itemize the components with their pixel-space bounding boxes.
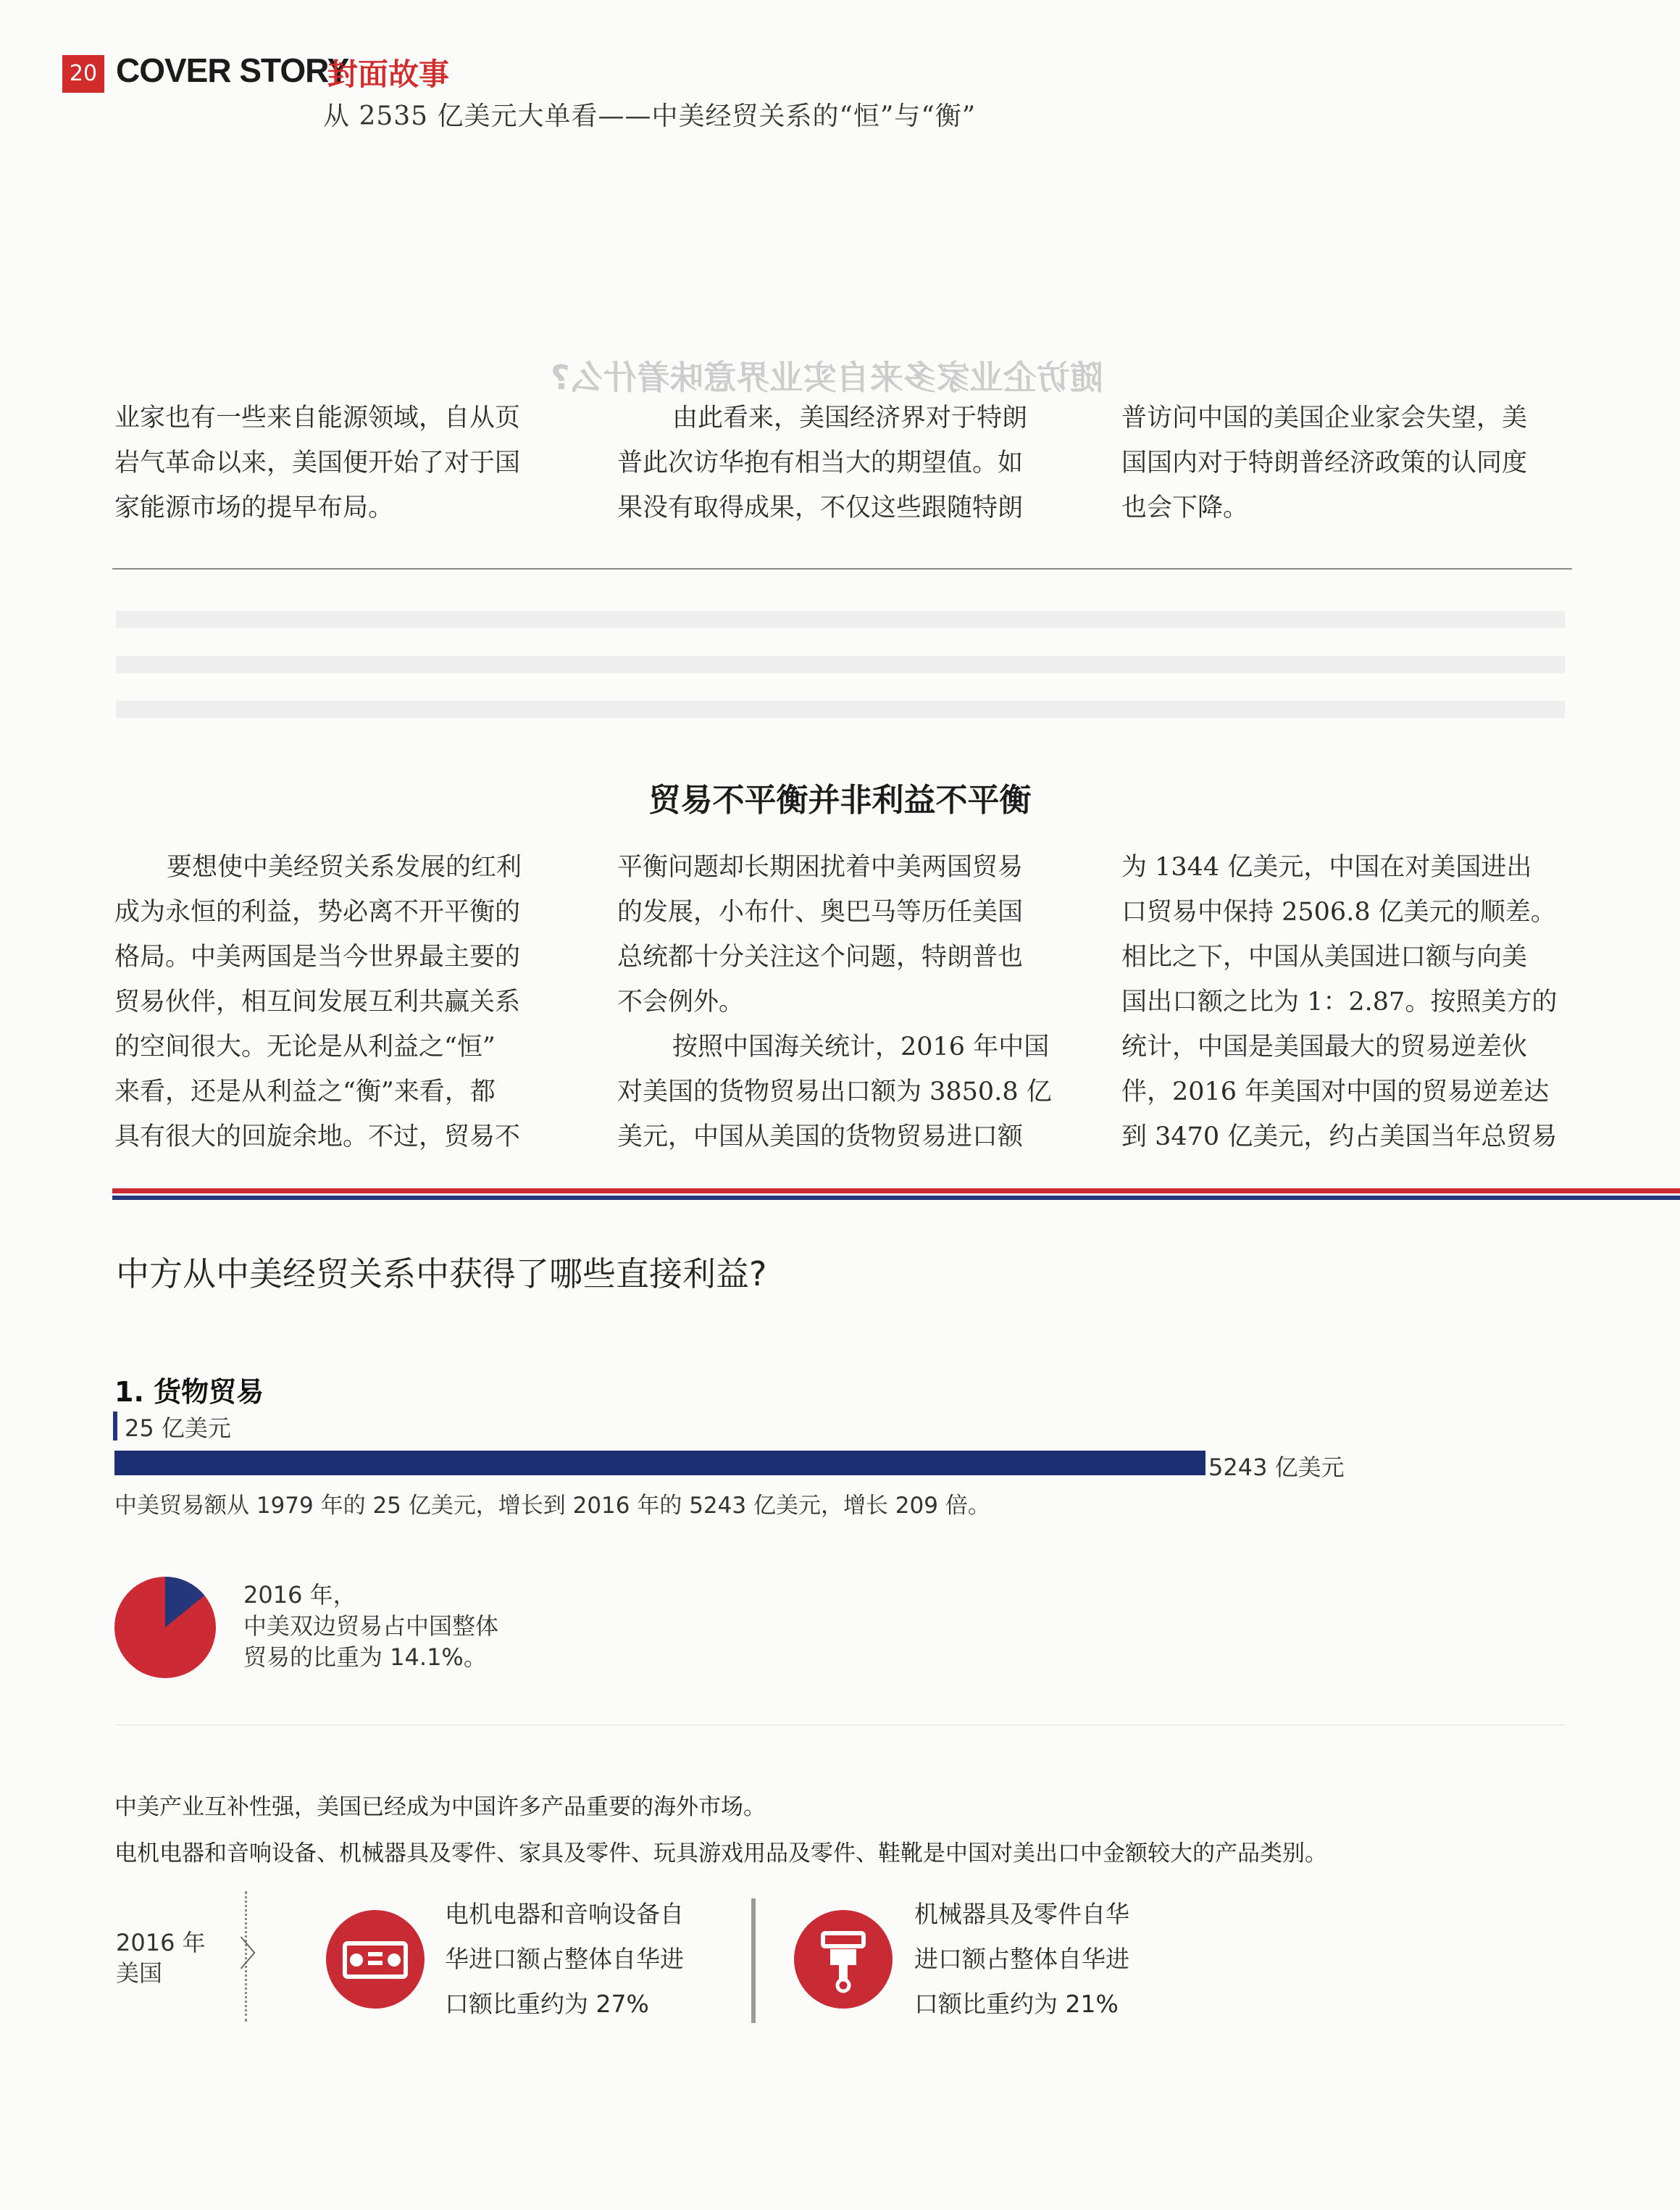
infographic-rule-red — [112, 1188, 1680, 1193]
machinery-part-icon — [794, 1910, 893, 2009]
mid-column-2 — [617, 845, 1081, 1159]
text-line: 总统都十分关注这个问题，特朗普也 — [617, 943, 1024, 972]
text-line: 相比之下，中国从美国进口额与向美 — [1121, 943, 1528, 972]
text-line: 要想使中美经贸关系发展的红利 — [167, 853, 522, 882]
top-column-2 — [617, 396, 1081, 530]
section-label-en: COVER STORY — [116, 51, 349, 89]
pie-caption-line: 贸易的比重为 14.1%。 — [243, 1643, 487, 1671]
bar-2016 — [114, 1451, 1205, 1475]
stat-line: 口额比重约为 21% — [914, 1990, 1119, 2018]
section-label-cn: 封面故事 — [327, 57, 450, 92]
text-line: 普访问中国的美国企业家会失望，美 — [1121, 404, 1528, 433]
text-line: 不会例外。 — [617, 988, 745, 1017]
text-line: 按照中国海关统计，2016 年中国 — [672, 1033, 1050, 1062]
section-heading: 贸易不平衡并非利益不平衡 — [648, 782, 1032, 819]
mid-column-1 — [114, 845, 578, 1159]
text-line: 岩气革命以来，美国便开始了对于国 — [114, 449, 521, 478]
pie-caption-line: 2016 年， — [243, 1581, 356, 1609]
trade-share-pie — [114, 1577, 216, 1678]
text-line: 家能源市场的提早布局。 — [114, 493, 394, 522]
text-line: 来看，还是从利益之“衡”来看，都 — [114, 1077, 496, 1106]
text-line: 普此次访华抱有相当大的期望值。如 — [617, 449, 1024, 478]
stereo-icon — [326, 1910, 425, 2009]
infographic-question: 中方从中美经贸关系中获得了哪些直接利益? — [116, 1254, 767, 1293]
stat-line: 电机电器和音响设备自 — [445, 1900, 684, 1928]
pie-caption-line: 中美双边贸易占中国整体 — [243, 1612, 499, 1640]
complementarity-note: 中美产业互补性强，美国已经成为中国许多产品重要的海外市场。 — [114, 1794, 766, 1820]
chevron-right-icon: 〉 — [239, 1934, 275, 1975]
show-through-texture — [116, 583, 1565, 743]
stat-line: 口额比重约为 27% — [445, 1990, 649, 2018]
text-line: 国出口额之比为 1：2.87。按照美方的 — [1121, 988, 1558, 1017]
value-2016-label: 5243 亿美元 — [1208, 1454, 1345, 1481]
text-line: 具有很大的回旋余地。不过，贸易不 — [114, 1122, 521, 1151]
year-label: 2016 年 — [116, 1929, 206, 1956]
text-line: 果没有取得成果，不仅这些跟随特朗 — [617, 493, 1024, 522]
top-column-1 — [114, 396, 578, 530]
text-line: 为 1344 亿美元，中国在对美国进出 — [1121, 853, 1532, 882]
stat-separator — [751, 1898, 756, 2023]
country-label: 美国 — [116, 1959, 163, 1987]
page-number: 20 — [62, 55, 104, 93]
text-line: 的发展，小布什、奥巴马等历任美国 — [617, 898, 1024, 927]
text-line: 平衡问题却长期困扰着中美两国贸易 — [617, 853, 1024, 882]
article-subtitle: 从 2535 亿美元大单看——中美经贸关系的“恒”与“衡” — [323, 101, 977, 131]
product-categories-note: 电机电器和音响设备、机械器具及零件、家具及零件、玩具游戏用品及零件、鞋靴是中国对美出口中金额较大的产品类别。 — [114, 1840, 1327, 1867]
text-line: 业家也有一些来自能源领域，自从页 — [114, 404, 521, 433]
column-divider-rule — [112, 568, 1572, 570]
text-line: 对美国的货物贸易出口额为 3850.8 亿 — [617, 1077, 1052, 1106]
text-line: 由此看来，美国经济界对于特朗 — [672, 404, 1028, 433]
infographic-rule-blue — [112, 1196, 1680, 1200]
text-line: 美元，中国从美国的货物贸易进口额 — [617, 1122, 1024, 1151]
text-line: 国国内对于特朗普经济政策的认同度 — [1121, 449, 1528, 478]
value-1979-label: 25 亿美元 — [125, 1414, 231, 1442]
text-line: 统计，中国是美国最大的贸易逆差伙 — [1121, 1033, 1528, 1062]
top-column-3 — [1121, 396, 1585, 530]
show-through-heading: 随访企业家多来自实业界意味着什么? — [551, 358, 1103, 397]
text-line: 也会下降。 — [1121, 493, 1249, 522]
text-line: 口贸易中保持 2506.8 亿美元的顺差。 — [1121, 898, 1556, 927]
stat-line: 进口额占整体自华进 — [914, 1945, 1129, 1973]
text-line: 成为永恒的利益，势必离不开平衡的 — [114, 898, 521, 927]
text-line: 格局。中美两国是当今世界最主要的 — [114, 943, 521, 972]
text-line: 贸易伙伴，相互间发展互利共赢关系 — [114, 988, 521, 1017]
mid-column-3 — [1121, 845, 1585, 1159]
text-line: 到 3470 亿美元，约占美国当年总贸易 — [1121, 1122, 1558, 1151]
growth-note: 中美贸易额从 1979 年的 25 亿美元，增长到 2016 年的 5243 亿美元，增长 209 倍。 — [114, 1493, 990, 1519]
stat-line: 华进口额占整体自华进 — [445, 1945, 684, 1973]
goods-trade-heading: 1. 货物贸易 — [114, 1376, 264, 1408]
bar-1979 — [113, 1412, 117, 1440]
text-line: 伴，2016 年美国对中国的贸易逆差达 — [1121, 1077, 1550, 1106]
stat-line: 机械器具及零件自华 — [914, 1900, 1129, 1928]
text-line: 的空间很大。无论是从利益之“恒” — [114, 1033, 496, 1062]
